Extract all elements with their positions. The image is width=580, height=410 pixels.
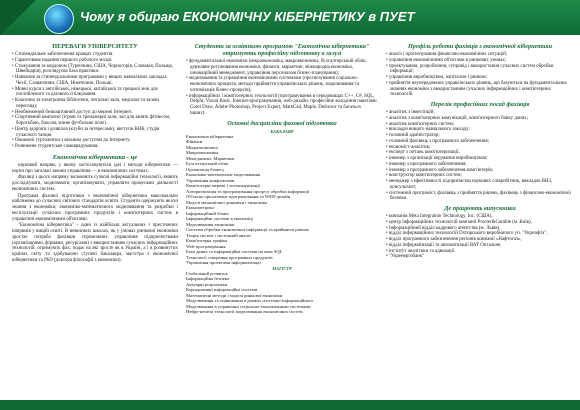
list-item: • Оновлені гуртожитки з вільним доступом до Інтернету. xyxy=(12,138,178,144)
banner-arrow-decoration xyxy=(0,0,36,35)
list-item: • управління виробництвом, капіталом і ринком; xyxy=(386,75,574,81)
discipline-item: Бази даних та інформаційні системи на мові SQL xyxy=(186,249,283,254)
discipline-item: Глобальний розвиток xyxy=(186,270,228,276)
list-item: • аналіз і прогнозування фінансово-економічних ситуацій; xyxy=(386,52,574,58)
list-item: • Навчання за стипендіальними програмами у вищих навчальних закладах Чехії, Словаччини, США, Німеччини, Польщі. xyxy=(12,75,178,87)
discipline-item: Об'єктно орієнтоване програмування та WEB-дизайн xyxy=(186,194,291,199)
list-item: • інженер з програмного забезпечення; xyxy=(386,162,574,168)
list-item: • інформаційних і комп'ютерних технологій (програмування в середовищах C++, C#, SQL, Delphi, Visual Basic, Internet-програмування, web-дизайн, професійне володіння пакетами Corel Draw, Adobe Photoshop, Project Expert, MathCad, Maple, Deductor та багатьох інших). xyxy=(186,94,378,117)
master-disciplines-list xyxy=(186,271,378,315)
middle-column xyxy=(186,41,378,396)
profile-list xyxy=(386,52,574,98)
list-item: • аналітик з інвестицій; xyxy=(386,110,574,116)
disciplines-heading: Основні дисципліни фахової підготовки xyxy=(227,119,337,127)
employers-list xyxy=(386,214,574,260)
master-label: МАГІСТР xyxy=(272,265,292,271)
training-heading: Студенти за освітньою програмою "Економічна кібернетика" отримують професійну підготовку в галузі xyxy=(194,43,370,57)
list-item: • "Укренергобанк" xyxy=(386,254,574,260)
discipline-item: Мікроекономіка xyxy=(186,144,218,150)
paragraph: Програма фахової підготовки з економічної кібернетики максимально наближена до сучасних світових стандартів освіти. Студенти одержують якісні знання з економіки, економіко-математичного моделювання та розробки і експлуатації сучасних програмних продуктів і комп'ютерних систем в управлінні економічними об'єктами. xyxy=(12,193,178,222)
advantages-heading: ПЕРЕВАГИ УНІВЕРСИТЕТУ xyxy=(52,43,138,50)
discipline-item: Моделювання в управлінні соціально-економічними системами xyxy=(186,303,311,309)
paragraph: науковий напрям, у якому застосовуються ідеї і методи кібернетики — науки про загальні закони управління — в економічних системах. xyxy=(12,162,178,174)
discipline-item: Алгоритмізація та програмування процесу обробки інформації xyxy=(186,188,310,194)
discipline-item: Актуарні розрахунки xyxy=(186,281,228,287)
discipline-item: Управління проектами інформатизації xyxy=(186,260,261,265)
paragraph: Фахівці з цього напряму засвоюють сучасні інформаційні технології, вміють досліджувати, моделювати, організовувати, управляти процесами діяльності економічних систем. xyxy=(12,175,178,192)
discipline-item: Нейро-нечіткі технології моделювання економічних систем xyxy=(186,309,303,314)
list-item: • викладач вищого навчального закладу; xyxy=(386,127,574,133)
list-item: • Мовні курси з англійської, німецької, китайської та грецької мов для поглибленого та ділового спілкування. xyxy=(12,87,178,99)
discipline-item: Технології створення програмних продуктів xyxy=(186,254,273,260)
list-item: • управління економічними об'єктами в ринкових умовах; xyxy=(386,58,574,64)
positions-list xyxy=(386,110,574,202)
science-heading: Економічна кібернетика - це xyxy=(52,153,138,161)
footer-bar xyxy=(0,400,580,410)
discipline-item: Менеджмент. Маркетинг xyxy=(186,155,235,161)
list-item: • менеджер з ефективності підприємства наукових співробітник, викладач ВНЗ, консультант; xyxy=(386,179,574,191)
list-item: • Необмежений безкоштовний доступ до мережі Інтернет. xyxy=(12,110,178,116)
list-item: • проектування, розроблення, супровід і використання сучасних систем обробки інформації; xyxy=(386,64,574,76)
discipline-item: Системи обробки економічної інформації та прийняття рішень xyxy=(186,227,309,232)
page-title: Чому я обираю ЕКОНОМІЧНУ КІБЕРНЕТИКУ в ПУЕТ xyxy=(80,9,415,24)
discipline-item: Моделювання економіки xyxy=(186,221,235,227)
discipline-item: Фінанси xyxy=(186,139,203,144)
list-item: • Інформаційний відділ кадрового агентства (м. Львів), xyxy=(386,226,574,232)
list-item: • відділ програмного забезпечення регіонів компанії «Нафтогаз», xyxy=(386,237,574,243)
discipline-item: Інформаційні системи в економіці xyxy=(186,216,253,221)
discipline-item: Web-програмування xyxy=(186,243,226,249)
right-column xyxy=(386,41,574,396)
discipline-item: Математичні методи і моделі ринкової економіки xyxy=(186,292,283,298)
list-item: • Стажування за кордоном (Туреччина, США, Чорногорія, Словакія, Польща, Швейцарія), розглядуєва база практики. xyxy=(12,64,178,76)
discipline-item: Корпоративні інформаційні системи xyxy=(186,287,258,292)
advantages-list xyxy=(12,52,178,150)
discipline-item: Економічна кібернетика xyxy=(186,133,234,139)
discipline-item: Комп'ютерні мережі і телекомунікації xyxy=(186,183,260,188)
list-item: • аналітик комп'ютерних систем; xyxy=(386,122,574,128)
list-item: • головний фахівець з програмного забезпечення; xyxy=(386,139,574,145)
discipline-item: Управління конфліктами xyxy=(186,177,235,183)
header-banner xyxy=(0,0,580,35)
list-item: • інститут аналітики та адвокації xyxy=(386,249,574,255)
discipline-item: Теорія систем і системний аналіз xyxy=(186,232,251,238)
list-item: • інженер з програмного забезпечення комп'ютерів; xyxy=(386,168,574,174)
discipline-item: Інформаційна безпека xyxy=(186,276,230,281)
list-item: • моделювання та управління економічними системами (прогнозування соціально-економічних процесів, методи прийняття управлінських рішень, моделювання та оптимізація бізнес-процесів); xyxy=(186,76,378,93)
list-item: • Центр здоров'я і дозвілля (клуби за інтересами), виступи КВК, студія сучасного танцю. xyxy=(12,127,178,139)
discipline-item: Організація бізнесу xyxy=(186,166,225,172)
positions-heading: Перелік професійних посад фахівців xyxy=(430,101,530,108)
list-item: • аналітик з комп'ютерних комунікацій, комп'ютерного банку даних; xyxy=(386,116,574,122)
paragraph: "Економічна кібернетика" - один із найбільш актуальних і престижних напрямів у вищій освіті. В невеликих школах, як у умовах ринкової економіки зростає потреба фахівців спроможних управління підприємствами (організаціями, фірмами, ресурсами) з використанням сучасних інформаційних технологій, отримують фах, подає на які зросте як в Україні, а і в розвинутих країнах світу та здобуваючи ступені бакалавра, магістра з економічної кібернетики та PhD (доктора філософії з економіки). xyxy=(12,223,178,263)
discipline-item: Моделі економічної динаміки і економіка xyxy=(186,199,268,205)
list-item: • відділ інформатизації та автоматизації ВАТ Оптальне, xyxy=(386,243,574,249)
list-item: • Розвинене студентське самоврядування. xyxy=(12,144,178,150)
discipline-item: Інформаційний бізнес xyxy=(186,210,230,216)
discipline-item: Економіко-математичне моделювання xyxy=(186,172,261,177)
list-item: • економіст-аналітик; xyxy=(386,145,574,151)
list-item: • компанія Meta Integration Technology, Inc. (США), xyxy=(386,214,574,220)
list-item: • Спортивний комплекс (ігрові та тренажерні зали, зал для занять фітнесом, боротьбою, боксом, мінне футбольне поле). xyxy=(12,115,178,127)
discipline-item: Економетрика xyxy=(186,205,214,210)
list-item: • інженер з організації керування виробництвом; xyxy=(386,156,574,162)
list-item: • експерт з питань комп'ютеризації; xyxy=(386,150,574,156)
discipline-item: Комп'ютерна графіка xyxy=(186,238,228,243)
list-item: • головний адміністратор; xyxy=(386,133,574,139)
bachelor-label: БАКАЛАВР xyxy=(270,128,294,134)
discipline-item: Бухгалтерський облік xyxy=(186,161,229,166)
list-item: • Класична та електронна бібліотеки, читальні зали, медіазал та залові перегляду. xyxy=(12,98,178,110)
list-item: • конструктор комп'ютерних систем; xyxy=(386,173,574,179)
profile-heading: Профіль роботи фахівців з економічної кібернетики xyxy=(407,43,553,50)
list-item: • системний програміст, фахівець з прийняття рішень, фахівець з фінансово-економічної безпеки. xyxy=(386,191,574,203)
list-item: • Гарантоване надання першого робочого місця. xyxy=(12,58,178,64)
training-list xyxy=(186,59,378,117)
list-item: • фундаментальної економіки (мікроекономіка, макроекономіка, бухгалтерський облік, державне регулювання економіки, фінанси, маркетинг, міжнародна економіка, інноваційний менеджмент, управління персоналом бізнес-планування); xyxy=(186,59,378,76)
discipline-item: Макроекономіка xyxy=(186,150,219,155)
list-item: • Стипендіальне забезпечення кращих студентів. xyxy=(12,52,178,58)
left-column xyxy=(12,41,178,396)
discipline-item: Моделювання та оцінювання в рамках системно-інформаційного xyxy=(186,298,314,303)
bachelor-disciplines-list xyxy=(186,134,378,266)
university-logo-icon xyxy=(44,4,74,34)
list-item: • центр інформаційних технологій компанії Procter&Gamble (м. Київ), xyxy=(386,220,574,226)
list-item: • прийняття неупереджених управлінських рішень, що базуються на фундаментальних знаннях економіки з використанням сучасних інформаційних і комп'ютерних технологій xyxy=(386,81,574,98)
science-description xyxy=(12,163,178,264)
employers-heading: Де працюють випускники xyxy=(444,205,516,212)
list-item: • відділ інформаційних технологій Охтирського виробничого уп. "Укрнафта", xyxy=(386,231,574,237)
